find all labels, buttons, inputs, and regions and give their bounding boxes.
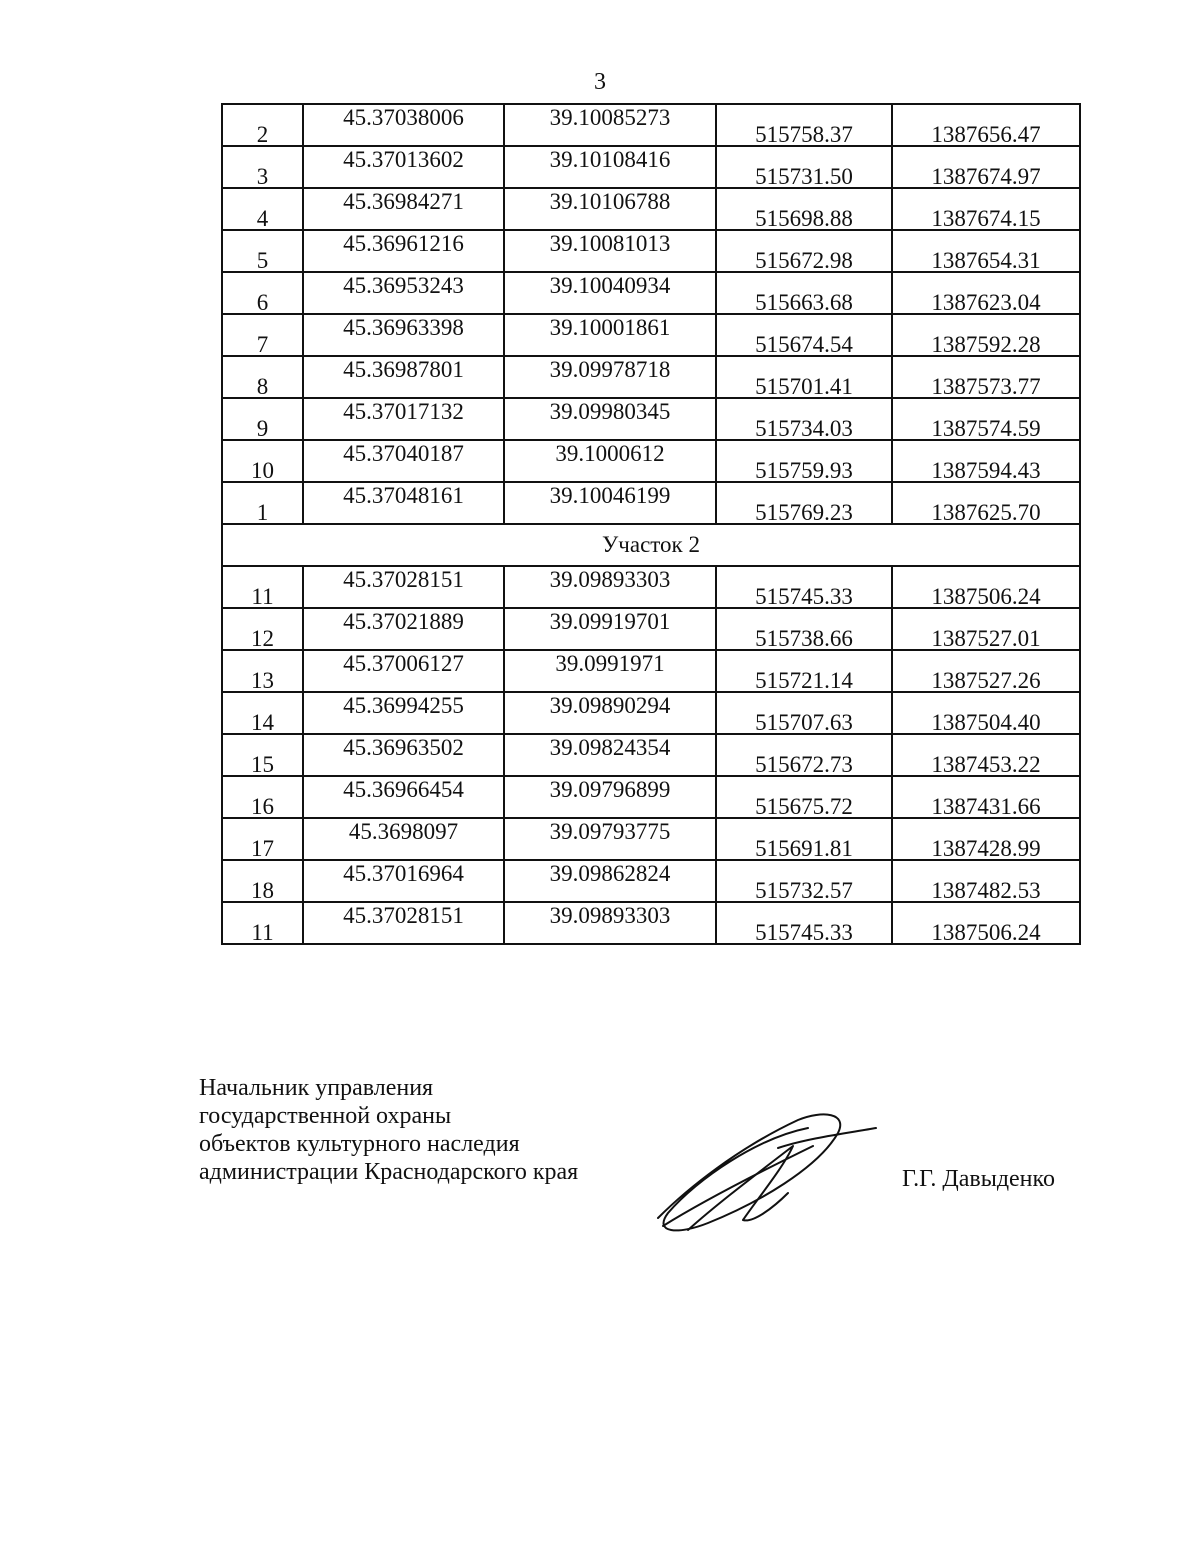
y-coordinate-cell-text: 1387527.26 (931, 668, 1041, 693)
point-number-cell (222, 188, 303, 230)
x-coordinate-cell (716, 314, 892, 356)
point-number-cell (222, 776, 303, 818)
y-coordinate-cell-text: 1387674.15 (931, 206, 1041, 231)
handwritten-signature (648, 1108, 878, 1238)
y-coordinate-cell (892, 608, 1080, 650)
longitude-cell-text: 39.10108416 (549, 147, 671, 172)
latitude-cell-text: 45.37028151 (343, 903, 464, 928)
x-coordinate-cell (716, 734, 892, 776)
point-number-cell (222, 818, 303, 860)
latitude-cell (303, 398, 504, 440)
latitude-cell-text: 45.37040187 (343, 441, 464, 466)
table-row (222, 314, 1080, 356)
table-row (222, 356, 1080, 398)
x-coordinate-cell (716, 104, 892, 146)
table-row (222, 776, 1080, 818)
y-coordinate-cell (892, 104, 1080, 146)
y-coordinate-cell (892, 566, 1080, 608)
y-coordinate-cell-text: 1387453.22 (931, 752, 1041, 777)
x-coordinate-cell-text: 515738.66 (755, 626, 853, 651)
y-coordinate-cell (892, 440, 1080, 482)
point-number-cell (222, 482, 303, 524)
latitude-cell (303, 902, 504, 944)
x-coordinate-cell (716, 902, 892, 944)
latitude-cell (303, 230, 504, 272)
point-number-cell-text: 3 (256, 164, 269, 189)
y-coordinate-cell-text: 1387594.43 (931, 458, 1041, 483)
signatory-title (199, 1074, 578, 1186)
longitude-cell-text: 39.1000612 (555, 441, 665, 466)
table-row (222, 650, 1080, 692)
x-coordinate-cell-text: 515663.68 (755, 290, 853, 315)
x-coordinate-cell-text: 515734.03 (755, 416, 853, 441)
x-coordinate-cell (716, 440, 892, 482)
x-coordinate-cell-text: 515672.73 (755, 752, 853, 777)
longitude-cell (504, 860, 716, 902)
point-number-cell (222, 860, 303, 902)
point-number-cell-text: 11 (251, 584, 274, 609)
longitude-cell-text: 39.0991971 (555, 651, 665, 676)
y-coordinate-cell (892, 398, 1080, 440)
longitude-cell (504, 104, 716, 146)
point-number-cell (222, 356, 303, 398)
table-row (222, 104, 1080, 146)
y-coordinate-cell (892, 356, 1080, 398)
y-coordinate-cell (892, 188, 1080, 230)
longitude-cell-text: 39.09796899 (549, 777, 671, 802)
table-row (222, 272, 1080, 314)
y-coordinate-cell (892, 146, 1080, 188)
x-coordinate-cell-text: 515672.98 (755, 248, 853, 273)
longitude-cell (504, 692, 716, 734)
point-number-cell-text: 9 (256, 416, 269, 441)
table-row (222, 692, 1080, 734)
longitude-cell (504, 776, 716, 818)
x-coordinate-cell (716, 272, 892, 314)
point-number-cell-text: 12 (251, 626, 274, 651)
latitude-cell (303, 776, 504, 818)
latitude-cell (303, 482, 504, 524)
y-coordinate-cell-text: 1387428.99 (931, 836, 1041, 861)
latitude-cell-text: 45.36961216 (343, 231, 464, 256)
point-number-cell (222, 230, 303, 272)
point-number-cell (222, 608, 303, 650)
x-coordinate-cell-text: 515745.33 (755, 920, 853, 945)
longitude-cell-text: 39.10085273 (549, 105, 671, 130)
point-number-cell (222, 566, 303, 608)
longitude-cell (504, 608, 716, 650)
latitude-cell-text: 45.37021889 (343, 609, 464, 634)
x-coordinate-cell (716, 146, 892, 188)
page-number: 3 (594, 69, 606, 95)
point-number-cell (222, 146, 303, 188)
latitude-cell-text: 45.36953243 (343, 273, 464, 298)
table-row (222, 608, 1080, 650)
y-coordinate-cell (892, 692, 1080, 734)
x-coordinate-cell-text: 515758.37 (755, 122, 853, 147)
latitude-cell-text: 45.36987801 (343, 357, 464, 382)
latitude-cell (303, 734, 504, 776)
point-number-cell-text: 14 (251, 710, 274, 735)
y-coordinate-cell-text: 1387623.04 (931, 290, 1041, 315)
longitude-cell-text: 39.10081013 (549, 231, 671, 256)
latitude-cell-text: 45.3698097 (348, 819, 459, 844)
signatory-title-line: Начальник управления (199, 1075, 434, 1101)
longitude-cell-text: 39.09919701 (549, 609, 671, 634)
point-number-cell (222, 272, 303, 314)
x-coordinate-cell (716, 356, 892, 398)
y-coordinate-cell-text: 1387592.28 (931, 332, 1041, 357)
x-coordinate-cell-text: 515745.33 (755, 584, 853, 609)
x-coordinate-cell (716, 188, 892, 230)
longitude-cell (504, 902, 716, 944)
point-number-cell-text: 8 (256, 374, 269, 399)
longitude-cell-text: 39.10001861 (549, 315, 671, 340)
longitude-cell (504, 440, 716, 482)
longitude-cell (504, 482, 716, 524)
longitude-cell (504, 650, 716, 692)
x-coordinate-cell-text: 515721.14 (755, 668, 853, 693)
latitude-cell (303, 692, 504, 734)
latitude-cell (303, 104, 504, 146)
x-coordinate-cell (716, 398, 892, 440)
point-number-cell (222, 734, 303, 776)
y-coordinate-cell-text: 1387625.70 (931, 500, 1041, 525)
point-number-cell (222, 650, 303, 692)
latitude-cell-text: 45.37016964 (343, 861, 464, 886)
table-row (222, 440, 1080, 482)
y-coordinate-cell (892, 734, 1080, 776)
table-row (222, 230, 1080, 272)
y-coordinate-cell-text: 1387504.40 (931, 710, 1041, 735)
y-coordinate-cell (892, 272, 1080, 314)
longitude-cell-text: 39.09793775 (549, 819, 671, 844)
latitude-cell-text: 45.37028151 (343, 567, 464, 592)
point-number-cell (222, 692, 303, 734)
table-row (222, 566, 1080, 608)
latitude-cell (303, 650, 504, 692)
longitude-cell (504, 314, 716, 356)
point-number-cell (222, 902, 303, 944)
longitude-cell-text: 39.10106788 (549, 189, 671, 214)
latitude-cell (303, 818, 504, 860)
y-coordinate-cell-text: 1387674.97 (931, 164, 1041, 189)
y-coordinate-cell-text: 1387656.47 (931, 122, 1041, 147)
longitude-cell (504, 398, 716, 440)
signatory-title-line: государственной охраны (199, 1103, 452, 1129)
longitude-cell-text: 39.10046199 (549, 483, 671, 508)
y-coordinate-cell (892, 482, 1080, 524)
point-number-cell-text: 11 (251, 920, 274, 945)
x-coordinate-cell-text: 515698.88 (755, 206, 853, 231)
longitude-cell-text: 39.09978718 (549, 357, 671, 382)
x-coordinate-cell-text: 515674.54 (755, 332, 853, 357)
table-row (222, 482, 1080, 524)
longitude-cell (504, 230, 716, 272)
latitude-cell-text: 45.37006127 (343, 651, 464, 676)
x-coordinate-cell (716, 230, 892, 272)
x-coordinate-cell (716, 692, 892, 734)
x-coordinate-cell (716, 860, 892, 902)
point-number-cell-text: 10 (251, 458, 274, 483)
latitude-cell (303, 356, 504, 398)
coordinates-table (221, 103, 1081, 945)
coordinates-table-body (222, 104, 1080, 944)
point-number-cell-text: 5 (256, 248, 269, 273)
longitude-cell-text: 39.10040934 (549, 273, 671, 298)
table-row (222, 188, 1080, 230)
latitude-cell-text: 45.36994255 (343, 693, 464, 718)
longitude-cell (504, 146, 716, 188)
latitude-cell-text: 45.37038006 (343, 105, 464, 130)
y-coordinate-cell (892, 902, 1080, 944)
latitude-cell-text: 45.36966454 (343, 777, 464, 802)
x-coordinate-cell-text: 515769.23 (755, 500, 853, 525)
longitude-cell (504, 356, 716, 398)
point-number-cell (222, 314, 303, 356)
longitude-cell (504, 566, 716, 608)
y-coordinate-cell-text: 1387431.66 (931, 794, 1041, 819)
point-number-cell-text: 15 (251, 752, 274, 777)
point-number-cell-text: 13 (251, 668, 274, 693)
point-number-cell-text: 6 (256, 290, 269, 315)
x-coordinate-cell (716, 650, 892, 692)
longitude-cell-text: 39.09893303 (549, 567, 671, 592)
latitude-cell-text: 45.37017132 (343, 399, 464, 424)
y-coordinate-cell-text: 1387506.24 (931, 920, 1041, 945)
latitude-cell (303, 608, 504, 650)
x-coordinate-cell-text: 515691.81 (755, 836, 853, 861)
x-coordinate-cell (716, 482, 892, 524)
longitude-cell (504, 818, 716, 860)
longitude-cell-text: 39.09980345 (549, 399, 671, 424)
latitude-cell-text: 45.36984271 (343, 189, 464, 214)
latitude-cell (303, 146, 504, 188)
section-title: Участок 2 (222, 524, 1080, 566)
latitude-cell (303, 188, 504, 230)
latitude-cell-text: 45.37048161 (343, 483, 464, 508)
x-coordinate-cell-text: 515759.93 (755, 458, 853, 483)
latitude-cell (303, 314, 504, 356)
longitude-cell (504, 272, 716, 314)
y-coordinate-cell-text: 1387654.31 (931, 248, 1041, 273)
point-number-cell-text: 7 (256, 332, 269, 357)
longitude-cell (504, 734, 716, 776)
table-row (222, 734, 1080, 776)
table-row (222, 146, 1080, 188)
y-coordinate-cell-text: 1387482.53 (931, 878, 1041, 903)
table-row (222, 860, 1080, 902)
point-number-cell (222, 104, 303, 146)
x-coordinate-cell-text: 515707.63 (755, 710, 853, 735)
signatory-title-line: администрации Краснодарского края (199, 1159, 579, 1185)
x-coordinate-cell (716, 566, 892, 608)
x-coordinate-cell (716, 776, 892, 818)
longitude-cell (504, 188, 716, 230)
x-coordinate-cell-text: 515675.72 (755, 794, 853, 819)
y-coordinate-cell-text: 1387574.59 (931, 416, 1041, 441)
longitude-cell-text: 39.09824354 (549, 735, 671, 760)
section-header-row (222, 524, 1080, 566)
longitude-cell-text: 39.09893303 (549, 903, 671, 928)
latitude-cell (303, 440, 504, 482)
y-coordinate-cell-text: 1387506.24 (931, 584, 1041, 609)
point-number-cell-text: 2 (256, 122, 269, 147)
y-coordinate-cell (892, 776, 1080, 818)
point-number-cell-text: 18 (251, 878, 274, 903)
y-coordinate-cell-text: 1387527.01 (931, 626, 1041, 651)
table-row (222, 818, 1080, 860)
y-coordinate-cell (892, 230, 1080, 272)
y-coordinate-cell-text: 1387573.77 (931, 374, 1041, 399)
latitude-cell (303, 272, 504, 314)
x-coordinate-cell-text: 515732.57 (755, 878, 853, 903)
point-number-cell (222, 398, 303, 440)
point-number-cell-text: 17 (251, 836, 274, 861)
latitude-cell (303, 860, 504, 902)
x-coordinate-cell (716, 608, 892, 650)
table-row (222, 398, 1080, 440)
y-coordinate-cell (892, 314, 1080, 356)
x-coordinate-cell-text: 515701.41 (755, 374, 853, 399)
signer-name: Г.Г. Давыденко (902, 1166, 1055, 1192)
x-coordinate-cell-text: 515731.50 (755, 164, 853, 189)
signatory-title-line: объектов культурного наследия (199, 1131, 520, 1157)
latitude-cell-text: 45.36963398 (343, 315, 464, 340)
y-coordinate-cell (892, 860, 1080, 902)
y-coordinate-cell (892, 650, 1080, 692)
latitude-cell-text: 45.36963502 (343, 735, 464, 760)
longitude-cell-text: 39.09890294 (549, 693, 671, 718)
y-coordinate-cell (892, 818, 1080, 860)
point-number-cell-text: 4 (256, 206, 269, 231)
table-row (222, 902, 1080, 944)
point-number-cell-text: 16 (251, 794, 274, 819)
x-coordinate-cell (716, 818, 892, 860)
latitude-cell (303, 566, 504, 608)
longitude-cell-text: 39.09862824 (549, 861, 671, 886)
point-number-cell (222, 440, 303, 482)
latitude-cell-text: 45.37013602 (343, 147, 464, 172)
point-number-cell-text: 1 (256, 500, 269, 525)
